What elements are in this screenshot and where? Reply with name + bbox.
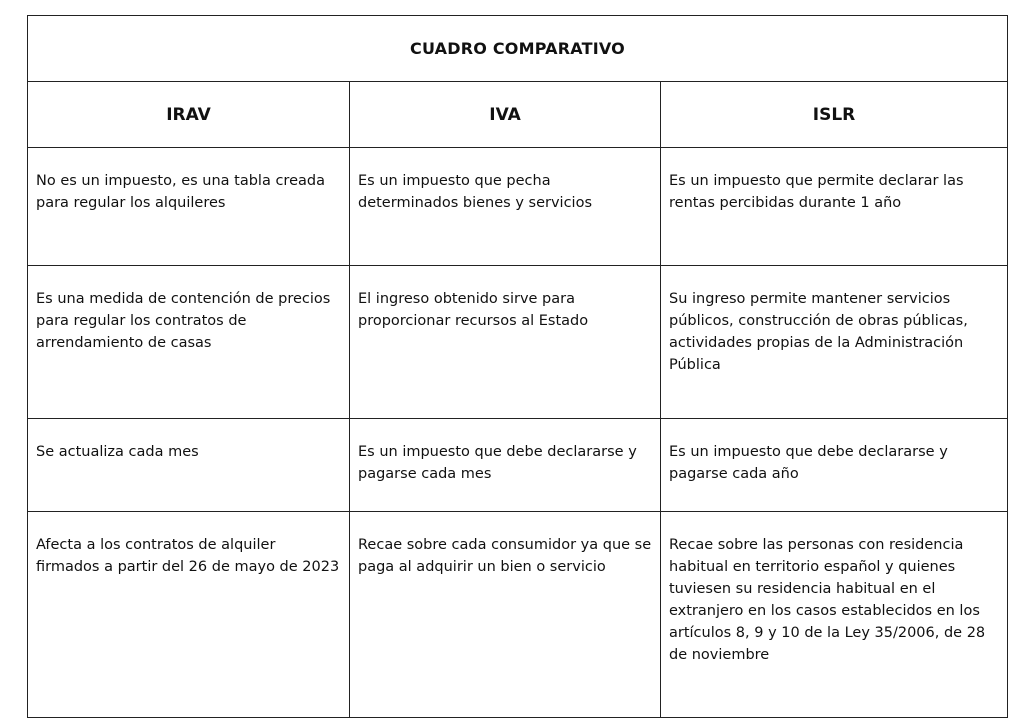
table-row (28, 512, 1008, 718)
table-cell: Recae sobre cada consumidor ya que se paga al adquirir un bien o servicio (350, 512, 661, 718)
table-cell: Es una medida de contención de precios para regular los contratos de arrendamiento de casas (28, 266, 350, 419)
table-row (28, 148, 1008, 266)
table-cell: El ingreso obtenido sirve para proporcionar recursos al Estado (350, 266, 661, 419)
table-cell: Es un impuesto que pecha determinados bienes y servicios (350, 148, 661, 266)
table-cell: No es un impuesto, es una tabla creada para regular los alquileres (28, 148, 350, 266)
comparison-table (27, 15, 1008, 718)
table-row (28, 419, 1008, 512)
table-cell: Se actualiza cada mes (28, 419, 350, 512)
table-cell: Afecta a los contratos de alquiler firmados a partir del 26 de mayo de 2023 (28, 512, 350, 718)
title-row (28, 16, 1008, 82)
table-cell: Su ingreso permite mantener servicios públicos, construcción de obras públicas, actividades propias de la Administración Pública (661, 266, 1008, 419)
table-row (28, 266, 1008, 419)
table-cell: Es un impuesto que debe declararse y pagarse cada mes (350, 419, 661, 512)
table-cell: Es un impuesto que permite declarar las rentas percibidas durante 1 año (661, 148, 1008, 266)
column-header-iva: IVA (350, 82, 661, 148)
table-title: CUADRO COMPARATIVO (28, 16, 1008, 82)
column-header-islr: ISLR (661, 82, 1008, 148)
table-cell: Es un impuesto que debe declararse y pagarse cada año (661, 419, 1008, 512)
table-cell: Recae sobre las personas con residencia habitual en territorio español y quienes tuviesen su residencia habitual en el extranjero en los casos establecidos en los artículos 8, 9 y 10 de la Ley 35/2006, de 28 de noviembre (661, 512, 1008, 718)
column-header-irav: IRAV (28, 82, 350, 148)
header-row (28, 82, 1008, 148)
